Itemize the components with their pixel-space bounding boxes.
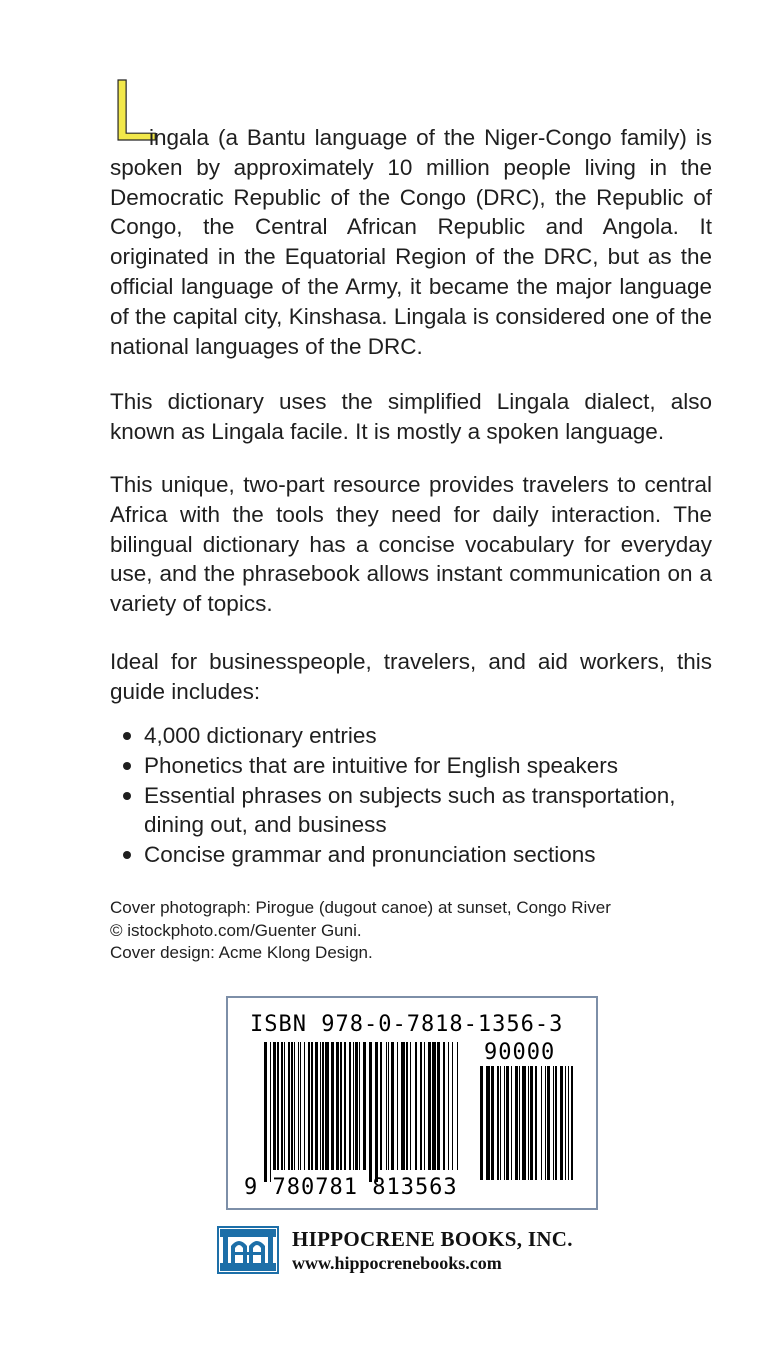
isbn-label: ISBN 978-0-7818-1356-3 [250,1012,564,1037]
barcode-bar [553,1066,554,1180]
barcode-bar [497,1066,499,1180]
barcode-bar [541,1066,542,1180]
features-list [120,721,720,870]
barcode-bar [401,1042,405,1170]
barcode-bar [448,1042,449,1170]
barcode-bar [491,1066,494,1180]
barcode-bar [555,1066,557,1180]
barcode-bar [353,1042,354,1170]
barcode-bar [397,1042,398,1170]
list-item-text: Phonetics that are intuitive for English speakers [144,752,619,778]
barcode-bar [315,1042,318,1170]
barcode-bar [325,1042,329,1170]
drop-cap: L [110,65,156,160]
barcode-bar [420,1042,422,1170]
barcode-bar [291,1042,293,1170]
barcode-bar [571,1066,573,1180]
barcode-bar [391,1042,394,1170]
credits [110,897,611,965]
barcode-bar [522,1066,526,1180]
barcode-bar [528,1066,529,1180]
barcode-bar [568,1066,569,1180]
barcode-bar [344,1042,346,1170]
barcode-bar [359,1042,360,1170]
audience-paragraph: Ideal for businesspeople, travelers, and aid workers, this guide includes: [110,649,712,704]
barcode-bar [270,1042,271,1182]
barcode-bar [264,1042,267,1182]
barcode-bar [322,1042,324,1170]
list-item-text: Essential phrases on subjects such as transportation, dining out, and business [144,782,676,838]
barcode-bar [369,1042,372,1182]
barcode-bar [415,1042,417,1170]
barcode-bar [410,1042,411,1170]
barcode-bar [331,1042,334,1170]
bullet-icon [123,792,131,800]
barcode-bar [273,1042,276,1170]
barcode-bar [320,1042,321,1170]
barcode-bar [506,1066,509,1180]
barcode-bar [486,1066,490,1180]
barcode-bar [565,1066,566,1180]
list-item [120,840,720,870]
barcode-bar [336,1042,339,1170]
barcode-bar [281,1042,283,1170]
design-credit: Cover design: Acme Klong Design. [110,943,373,962]
barcode-bar [504,1066,505,1180]
list-item [120,781,720,841]
barcode-bar [288,1042,290,1170]
list-item [120,721,720,751]
hippocrene-logo-icon [217,1226,279,1274]
barcode-bar [457,1042,458,1170]
barcode-bar [340,1042,342,1170]
barcode-bar [298,1042,299,1170]
barcode-bar [437,1042,440,1170]
barcode-bar [355,1042,358,1170]
barcode-bar [452,1042,453,1170]
barcode-bar [545,1066,546,1180]
barcode-bar [511,1066,512,1180]
barcode-bar [406,1042,408,1170]
barcode-bar [349,1042,351,1170]
barcode-bar [277,1042,279,1170]
barcode-bar [432,1042,436,1170]
barcode-bar [424,1042,425,1170]
bullet-icon [123,762,131,770]
photo-credit: Cover photograph: Pirogue (dugout canoe) at sunset, Congo River [110,898,611,917]
barcode-bar [308,1042,310,1170]
list-item-text: 4,000 dictionary entries [144,723,377,748]
publisher-name: HIPPOCRENE BOOKS, INC. [292,1227,573,1251]
price-addon: 90000 [484,1040,556,1065]
barcode-bar [386,1042,387,1170]
resource-paragraph: This unique, two-part resource provides travelers to central Africa with the tools they need for daily interaction. The bilingual dictionary has a concise vocabulary for everyday use, and the phrasebook allows instant communication on a variety of topics. [110,472,712,617]
barcode-bar [519,1066,520,1180]
copyright-credit: © istockphoto.com/Guenter Guni. [110,920,362,940]
barcode-bar [363,1042,366,1170]
list-item-text: Concise grammar and pronunciation sections [144,842,596,868]
barcode-bar [547,1066,550,1180]
barcode-bar [388,1042,389,1170]
barcode-bar [304,1042,305,1170]
bullet-icon [123,732,131,740]
barcode-bar [530,1066,533,1180]
barcode-bar [480,1066,483,1180]
barcode-bar [284,1042,285,1170]
barcode-bar [560,1066,563,1180]
barcode-bar [500,1066,501,1180]
barcode-bar [375,1042,378,1182]
barcode-box [226,996,598,1210]
intro-paragraph: ingala (a Bantu language of the Niger-Congo family) is spoken by approximately 10 million people living in the Democratic Republic of the Congo (DRC), the Republic of Congo, the Central African Republic and Angola. It originated in the Equatorial Region of the DRC, but as the official language of the Army, it became the major language of the capital city, Kinshasa. Lingala is considered one of the national languages of the DRC. [110,125,712,359]
barcode-bar [535,1066,537,1180]
dialect-paragraph: This dictionary uses the simplified Lingala dialect, also known as Lingala facile. It is mostly a spoken language. [110,389,712,444]
bullet-icon [123,851,131,859]
barcode-bar [443,1042,445,1170]
barcode-bar [380,1042,382,1170]
barcode-bar [294,1042,295,1170]
barcode-bar [515,1066,518,1180]
barcode-bar [300,1042,301,1170]
list-item [120,751,720,781]
ean-number: 9 780781 813563 [244,1175,458,1200]
publisher-website[interactable]: www.hippocrenebooks.com [292,1253,502,1273]
barcode-bar [311,1042,313,1170]
barcode-bar [428,1042,431,1170]
